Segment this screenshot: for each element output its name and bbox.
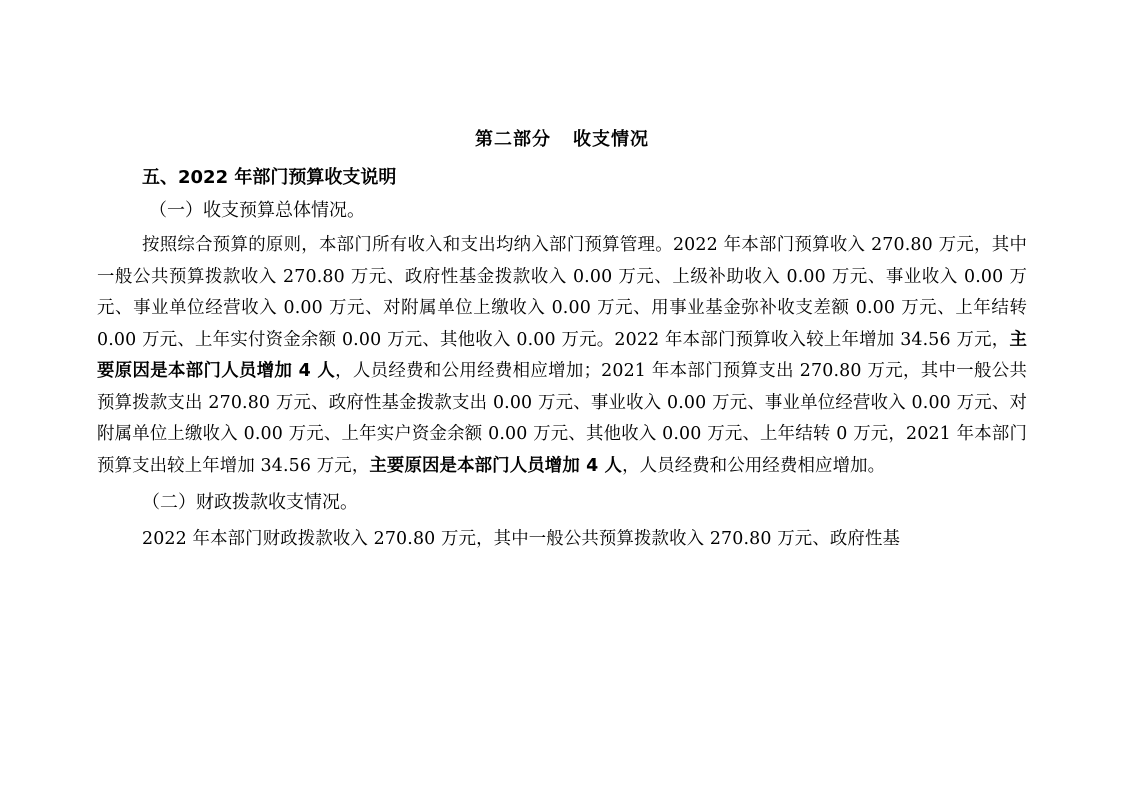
chapter-heading: 五、2022 年部门预算收支说明: [142, 167, 397, 188]
para-text: ，人员经费和公用经费相应增加；2021 年本部门预算支出 270.80 万元，其中一般公共预算拨款支出 270.80 万元、政府性基金拨款支出 0.00 万元、事业收入 0.00 万元、事业单位经营收入 0.00 万元、对附属单位上缴收入 0.00 万元、上年实户资金余额 0.00 万元、其他收入 0.00 万元、上年结转 0 万元，2021 年本部门预算支出较上年增加 34.56 万元，: [97, 361, 1027, 476]
section-title: [97, 124, 1027, 156]
section-title-name: 收支情况: [573, 129, 649, 150]
subheading-overall: （一）收支预算总体情况。: [149, 200, 365, 221]
paragraph-fiscal: [97, 524, 1027, 556]
para-text: 2022 年本部门财政拨款收入 270.80 万元，其中一般公共预算拨款收入 270.80 万元、政府性基: [142, 529, 901, 549]
subheading-fiscal: （二）财政拨款收支情况。: [142, 492, 358, 513]
para-bold-reason: 主要原因是本部门人员增加 4 人: [97, 329, 1027, 381]
document-body: [97, 124, 1027, 556]
section-title-part: 第二部分: [475, 129, 551, 150]
para-bold-reason: 主要原因是本部门人员增加 4 人: [369, 455, 623, 476]
paragraph-overall: [97, 230, 1027, 482]
para-text: 按照综合预算的原则，本部门所有收入和支出均纳入部门预算管理。2022 年本部门预算收入 270.80 万元，其中一般公共预算拨款收入 270.80 万元、政府性基金拨款收入 0.00 万元、上级补助收入 0.00 万元、事业收入 0.00 万元、事业单位经营收入 0.00 万元、对附属单位上缴收入 0.00 万元、用事业基金弥补收支差额 0.00 万元、上年结转 0.00 万元、上年实付资金余额 0.00 万元、其他收入 0.00 万元。2022 年本部门预算收入较上年增加 34.56 万元，: [97, 235, 1027, 350]
para-text: ，人员经费和公用经费相应增加。: [622, 455, 886, 476]
